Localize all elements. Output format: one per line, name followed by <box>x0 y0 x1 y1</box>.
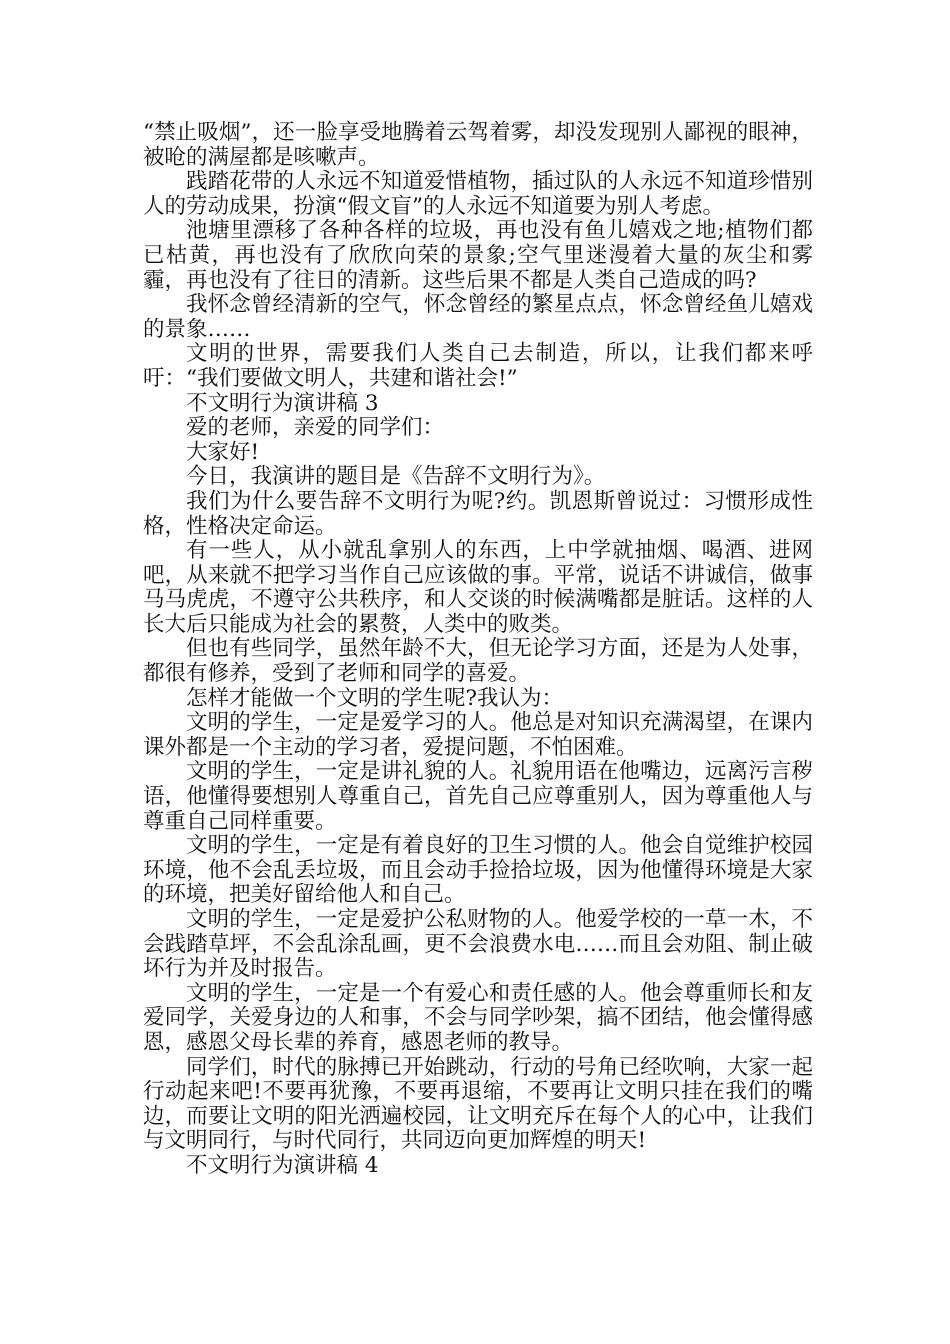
paragraph: 我怀念曾经清新的空气，怀念曾经的繁星点点，怀念曾经鱼儿嬉戏的景象…… <box>143 292 813 342</box>
document-body <box>143 121 813 1179</box>
paragraph: 文明的学生，一定是爱学习的人。他总是对知识充满渴望，在课内课外都是一个主动的学习者，爱提问题，不怕困难。 <box>143 710 813 760</box>
section-heading: 不文明行为演讲稿 4 <box>186 1152 379 1178</box>
paragraph: 但也有些同学，虽然年龄不大，但无论学习方面，还是为人处事，都很有修养，受到了老师和同学的喜爱。 <box>143 636 813 687</box>
salutation: 爱的老师，亲爱的同学们： <box>186 415 445 441</box>
paragraph: 文明的学生，一定是一个有爱心和责任感的人。他会尊重师长和友爱同学，关爱身边的人和事，不会与同学吵架，搞不团结，他会懂得感恩，感恩父母长辈的养育，感恩老师的教导。 <box>143 980 813 1055</box>
paragraph: 文明的学生，一定是有着良好的卫生习惯的人。他会自觉维护校园环境，他不会乱丢垃圾，而且会动手捡拾垃圾，因为他懂得环境是大家的环境，把美好留给他人和自己。 <box>143 833 813 908</box>
paragraph: 池塘里漂移了各种各样的垃圾，再也没有鱼儿嬉戏之地;植物们都已枯黄，再也没有了欣欣向荣的景象;空气里迷漫着大量的灰尘和雾霾，再也没有了往日的清新。这些后果不都是人类自己造成的吗? <box>143 218 813 293</box>
paragraph: 文明的学生，一定是爱护公私财物的人。他爱学校的一草一木，不会践踏草坪，不会乱涂乱画，更不会浪费水电……而且会劝阻、制止破坏行为并及时报告。 <box>143 907 813 982</box>
greeting: 大家好! <box>186 439 260 465</box>
paragraph: 同学们，时代的脉搏已开始跳动，行动的号角已经吹响，大家一起行动起来吧!不要再犹豫，不要再退缩，不要再让文明只挂在我们的嘴边，而要让文明的阳光洒遍校园，让文明充斥在每个人的心中，让我们与文明同行，与时代同行，共同迈向更加辉煌的明天! <box>143 1054 813 1154</box>
paragraph-continued: “禁止吸烟”，还一脸享受地腾着云驾着雾，却没发现别人鄙视的眼神，被呛的满屋都是咳嗽声。 <box>143 120 813 170</box>
paragraph: 文明的世界，需要我们人类自己去制造，所以，让我们都来呼吁：“我们要做文明人，共建和谐社会!” <box>143 341 813 391</box>
paragraph: 有一些人，从小就乱拿别人的东西，上中学就抽烟、喝酒、进网吧，从来就不把学习当作自己应该做的事。平常，说话不讲诚信，做事马马虎虎，不遵守公共秩序，和人交谈的时候满嘴都是脏话。这样的人长大后只能成为社会的累赘，人类中的败类。 <box>143 538 813 637</box>
paragraph: 践踏花带的人永远不知道爱惜植物，插过队的人永远不知道珍惜别人的劳动成果，扮演“假文盲”的人永远不知道要为别人考虑。 <box>143 169 813 219</box>
paragraph: 文明的学生，一定是讲礼貌的人。礼貌用语在他嘴边，远离污言秽语，他懂得要想别人尊重自己，首先自己应尊重别人，因为尊重他人与尊重自己同样重要。 <box>143 759 813 834</box>
section-heading: 不文明行为演讲稿 3 <box>186 390 379 416</box>
paragraph: 今日，我演讲的题目是《告辞不文明行为》。 <box>186 464 606 490</box>
paragraph: 怎样才能做一个文明的学生呢?我认为： <box>186 685 564 711</box>
paragraph: 我们为什么要告辞不文明行为呢?约。凯恩斯曾说过：习惯形成性格，性格决定命运。 <box>143 488 813 539</box>
